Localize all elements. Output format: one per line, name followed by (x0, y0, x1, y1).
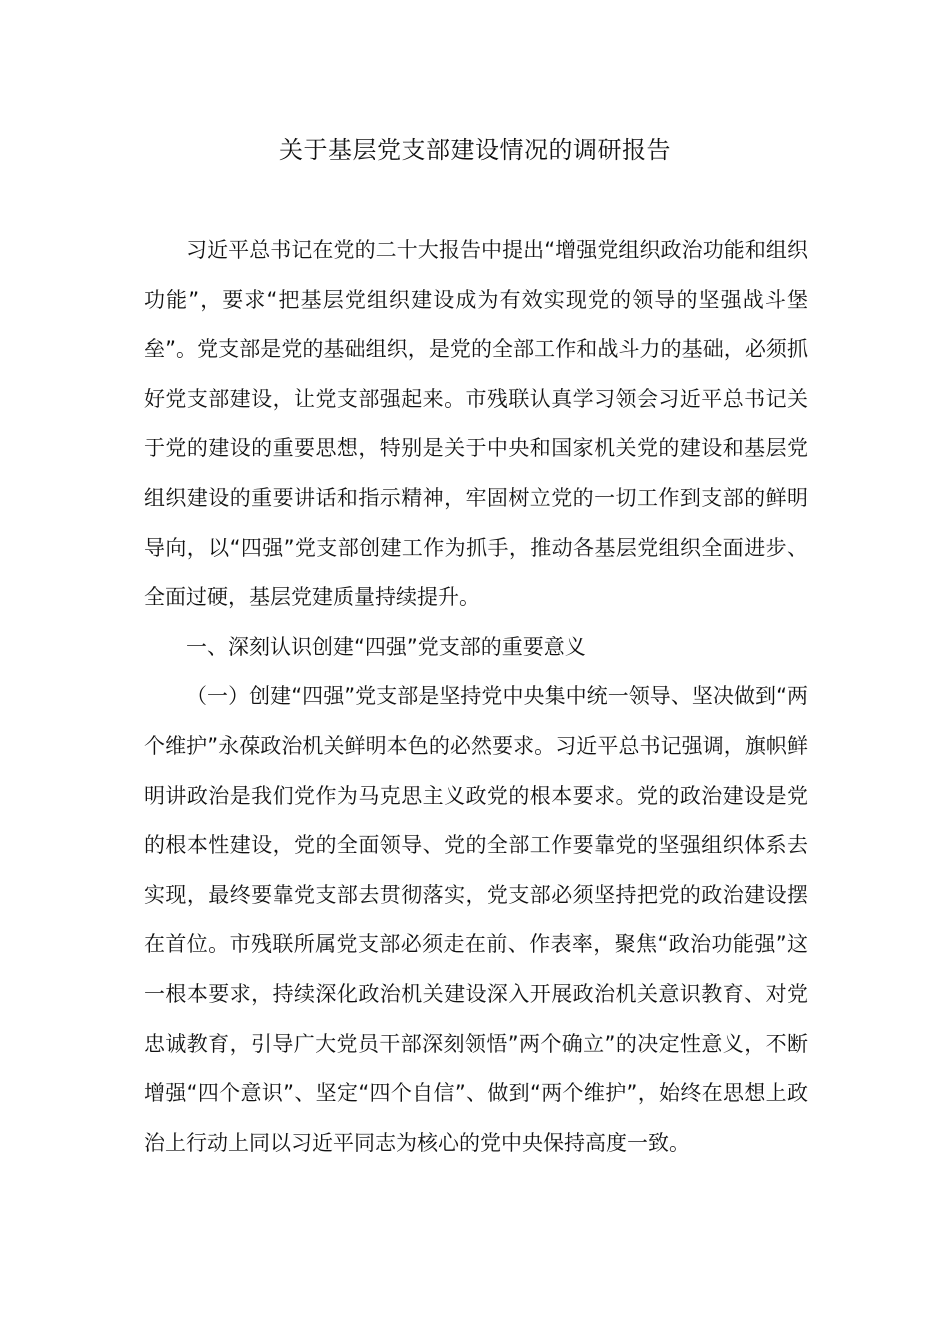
paragraph-intro: 习近平总书记在党的二十大报告中提出“增强党组织政治功能和组织功能”，要求“把基层党组织建设成为有效实现党的领导的坚强战斗堡垒”。党支部是党的基础组织，是党的全部工作和战斗力的基础，必须抓好党支部建设，让党支部强起来。市残联认真学习领会习近平总书记关于党的建设的重要思想，特别是关于中央和国家机关党的建设和基层党组织建设的重要讲话和指示精神，牢固树立党的一切工作到支部的鲜明导向，以“四强”党支部创建工作为抓手，推动各基层党组织全面进步、全面过硬，基层党建质量持续提升。 (144, 238, 808, 610)
section-heading-1: 一、深刻认识创建“四强”党支部的重要意义 (186, 634, 586, 659)
document-body (144, 226, 808, 1168)
document-title: 关于基层党支部建设情况的调研报告 (279, 136, 671, 164)
paragraph-section-1-1: （一）创建“四强”党支部是坚持党中央集中统一领导、坚决做到“两个维护”永葆政治机关鲜明本色的必然要求。习近平总书记强调，旗帜鲜明讲政治是我们党作为马克思主义政党的根本要求。党的政治建设是党的根本性建设，党的全面领导、党的全部工作要靠党的坚强组织体系去实现，最终要靠党支部去贯彻落实，党支部必须坚持把党的政治建设摆在首位。市残联所属党支部必须走在前、作表率，聚焦“政治功能强”这一根本要求，持续深化政治机关建设深入开展政治机关意识教育、对党忠诚教育，引导广大党员干部深刻领悟”两个确立”的决定性意义，不断增强“四个意识”、坚定“四个自信”、做到“两个维护”，始终在思想上政治上行动上同以习近平同志为核心的党中央保持高度一致。 (144, 684, 808, 1155)
